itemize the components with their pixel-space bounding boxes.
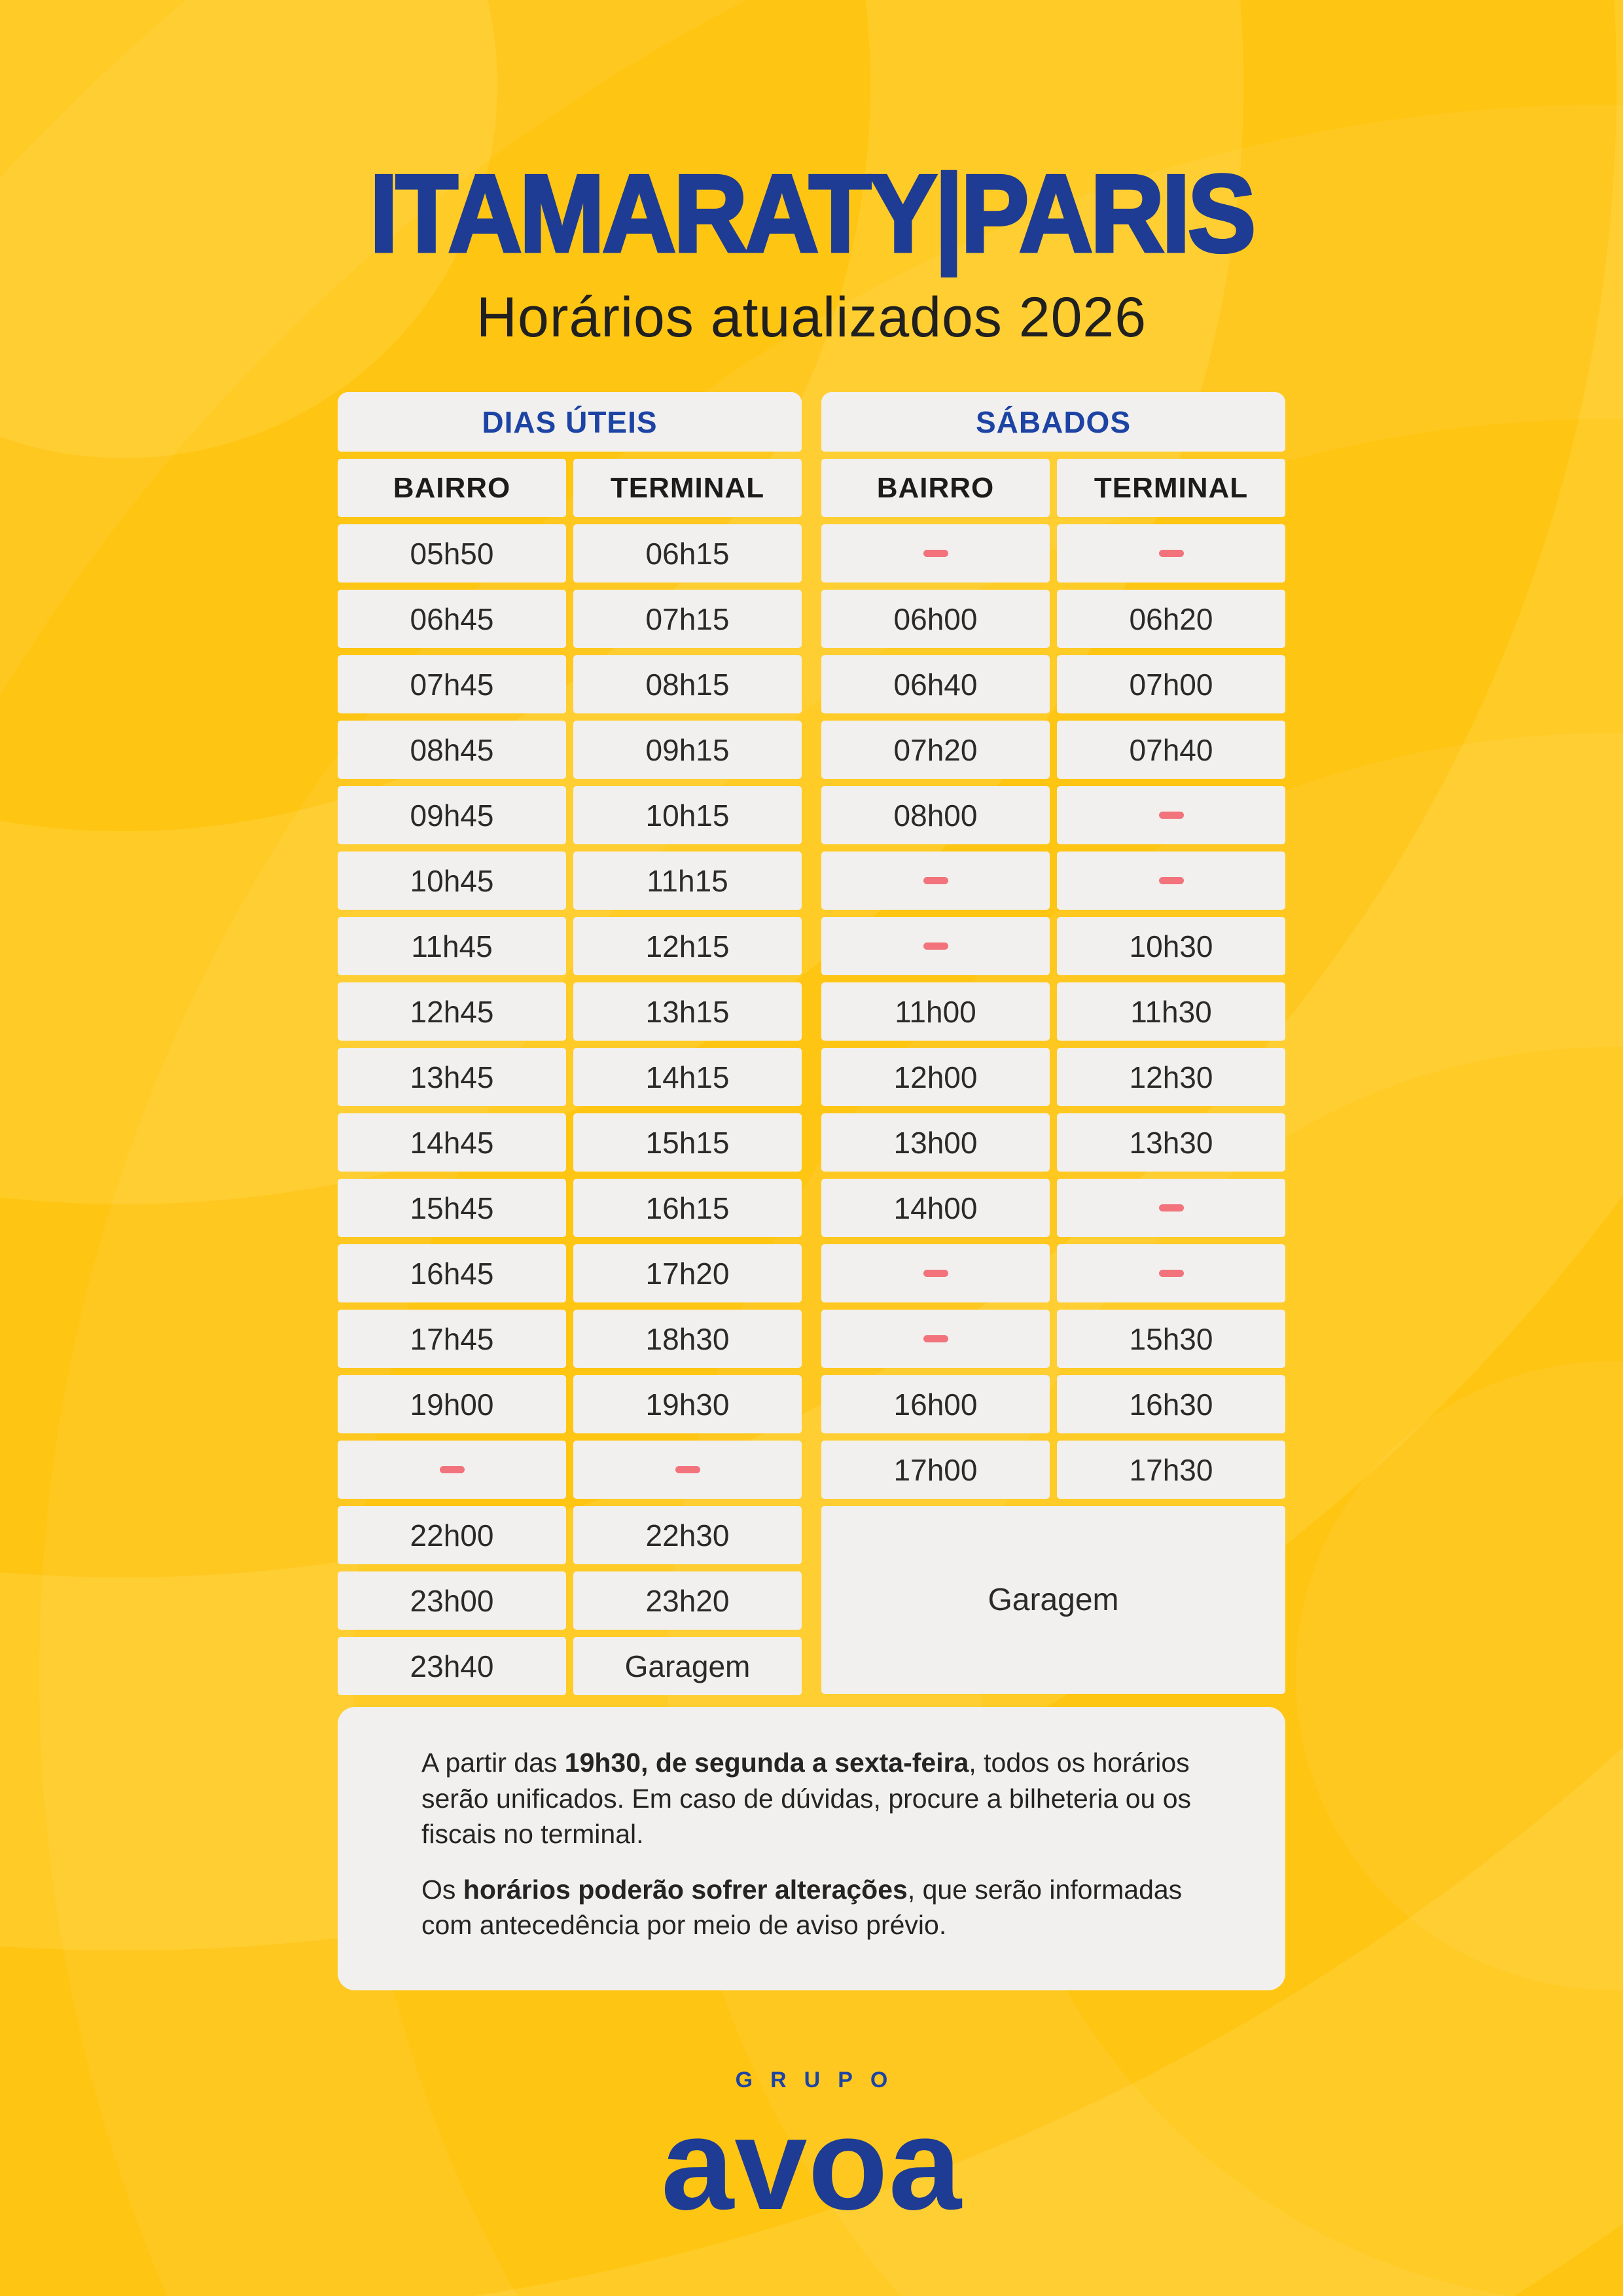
no-service-cell: [821, 524, 1050, 583]
weekdays-table-body: [338, 524, 802, 1695]
table-row: [821, 917, 1285, 975]
time-cell: 06h15: [573, 524, 802, 583]
time-cell: 08h00: [821, 786, 1050, 844]
time-cell: 07h20: [821, 721, 1050, 779]
time-cell: 13h00: [821, 1113, 1050, 1172]
time-cell: 08h45: [338, 721, 566, 779]
time-cell: 17h30: [1057, 1441, 1285, 1499]
table-row: [821, 721, 1285, 779]
footnote-text-segment: horários poderão sofrer alterações: [463, 1874, 908, 1905]
column-header-terminal: TERMINAL: [1057, 459, 1285, 517]
dash-icon: [675, 1466, 700, 1473]
table-row: [338, 786, 802, 844]
time-cell: 10h45: [338, 852, 566, 910]
footnote-text-segment: , todos os horários serão unificados. Em caso de dúvidas, procure a bilheteria ou os fiscais no terminal.: [421, 1748, 1192, 1850]
time-cell: 15h15: [573, 1113, 802, 1172]
dash-icon: [923, 550, 948, 557]
column-header-row: [821, 459, 1285, 517]
footnote-paragraph-2: [421, 1872, 1202, 1943]
time-cell: 11h30: [1057, 982, 1285, 1041]
table-row: [821, 524, 1285, 583]
dash-icon: [1159, 1204, 1184, 1211]
table-row: [821, 590, 1285, 648]
time-cell: 16h15: [573, 1179, 802, 1237]
time-cell: 09h45: [338, 786, 566, 844]
time-cell: 06h00: [821, 590, 1050, 648]
footnote-panel: [338, 1707, 1285, 1990]
table-row: [338, 1244, 802, 1302]
table-row: [821, 1310, 1285, 1368]
no-service-cell: [573, 1441, 802, 1499]
time-cell: 14h00: [821, 1179, 1050, 1237]
dash-icon: [923, 877, 948, 884]
page-subtitle: Horários atualizados 2026: [476, 286, 1147, 349]
time-cell: 16h45: [338, 1244, 566, 1302]
table-row: [821, 1441, 1285, 1499]
table-row: [821, 1375, 1285, 1433]
table-row: [338, 1113, 802, 1172]
time-cell: 18h30: [573, 1310, 802, 1368]
table-row: [821, 786, 1285, 844]
time-cell: 16h30: [1057, 1375, 1285, 1433]
dash-icon: [1159, 812, 1184, 819]
column-header-bairro: BAIRRO: [821, 459, 1050, 517]
no-service-cell: [1057, 1244, 1285, 1302]
dash-icon: [1159, 550, 1184, 557]
time-cell: 17h00: [821, 1441, 1050, 1499]
no-service-cell: [1057, 1179, 1285, 1237]
weekdays-table-title-label: DIAS ÚTEIS: [482, 404, 658, 439]
column-header-bairro: BAIRRO: [338, 459, 566, 517]
time-cell: 22h30: [573, 1506, 802, 1564]
no-service-cell: [821, 917, 1050, 975]
time-cell: 14h45: [338, 1113, 566, 1172]
time-cell: 12h30: [1057, 1048, 1285, 1106]
time-cell: 19h30: [573, 1375, 802, 1433]
no-service-cell: [821, 1310, 1050, 1368]
table-row: [821, 1179, 1285, 1237]
time-cell: Garagem: [573, 1637, 802, 1695]
poster-header: [0, 0, 1623, 350]
garage-merged-cell: Garagem: [821, 1506, 1285, 1694]
time-cell: 08h15: [573, 655, 802, 713]
time-cell: 13h30: [1057, 1113, 1285, 1172]
time-cell: 16h00: [821, 1375, 1050, 1433]
footnote-text-segment: A partir das: [421, 1748, 565, 1778]
time-cell: 12h00: [821, 1048, 1050, 1106]
time-cell: 17h45: [338, 1310, 566, 1368]
time-cell: 06h20: [1057, 590, 1285, 648]
column-header-terminal: TERMINAL: [573, 459, 802, 517]
table-row: [338, 590, 802, 648]
no-service-cell: [1057, 852, 1285, 910]
time-cell: 23h40: [338, 1637, 566, 1695]
table-row: [338, 1048, 802, 1106]
time-cell: 10h30: [1057, 917, 1285, 975]
time-cell: 05h50: [338, 524, 566, 583]
time-cell: 07h15: [573, 590, 802, 648]
time-cell: 11h15: [573, 852, 802, 910]
time-cell: 23h00: [338, 1571, 566, 1630]
table-row: [821, 1244, 1285, 1302]
weekdays-table-title: [338, 392, 802, 452]
time-cell: 06h45: [338, 590, 566, 648]
table-row: [338, 1571, 802, 1630]
table-row: [338, 917, 802, 975]
table-row: [338, 1441, 802, 1499]
table-row: [338, 982, 802, 1041]
dash-icon: [440, 1466, 465, 1473]
table-row: [821, 1113, 1285, 1172]
time-cell: 09h15: [573, 721, 802, 779]
time-cell: 17h20: [573, 1244, 802, 1302]
time-cell: 07h40: [1057, 721, 1285, 779]
no-service-cell: [1057, 524, 1285, 583]
table-row: [821, 1506, 1285, 1694]
footnote-text-segment: 19h30, de segunda a sexta-feira: [564, 1748, 969, 1778]
no-service-cell: [821, 1244, 1050, 1302]
saturdays-table-title: [821, 392, 1285, 452]
time-cell: 15h30: [1057, 1310, 1285, 1368]
time-cell: 07h45: [338, 655, 566, 713]
time-cell: 19h00: [338, 1375, 566, 1433]
timetable-saturdays: [821, 392, 1285, 1695]
page-title: [0, 152, 1623, 275]
timetables: [338, 392, 1285, 1695]
dash-icon: [1159, 877, 1184, 884]
saturdays-table-title-label: SÁBADOS: [975, 404, 1132, 439]
table-row: [821, 1048, 1285, 1106]
time-cell: 13h15: [573, 982, 802, 1041]
time-cell: 22h00: [338, 1506, 566, 1564]
column-header-row: [338, 459, 802, 517]
time-cell: 14h15: [573, 1048, 802, 1106]
time-cell: 13h45: [338, 1048, 566, 1106]
no-service-cell: [338, 1441, 566, 1499]
no-service-cell: [1057, 786, 1285, 844]
time-cell: 12h15: [573, 917, 802, 975]
dash-icon: [923, 942, 948, 950]
table-row: [338, 1375, 802, 1433]
footnote-text-segment: Os: [421, 1874, 463, 1905]
no-service-cell: [821, 852, 1050, 910]
table-row: [338, 1310, 802, 1368]
table-row: [338, 852, 802, 910]
footnote-paragraph-1: [421, 1745, 1202, 1852]
table-row: [338, 1506, 802, 1564]
time-cell: 06h40: [821, 655, 1050, 713]
time-cell: 12h45: [338, 982, 566, 1041]
dash-icon: [923, 1335, 948, 1342]
footnote-text-segment: , que serão informadas com antecedência por meio de aviso prévio.: [421, 1874, 1183, 1941]
time-cell: 11h00: [821, 982, 1050, 1041]
table-row: [338, 524, 802, 583]
table-row: [338, 1637, 802, 1695]
table-row: [338, 721, 802, 779]
dash-icon: [1159, 1270, 1184, 1277]
table-row: [821, 982, 1285, 1041]
logo-group-text: GRUPO: [735, 2067, 906, 2092]
time-cell: 10h15: [573, 786, 802, 844]
time-cell: 07h00: [1057, 655, 1285, 713]
dash-icon: [923, 1270, 948, 1277]
brand-footer: [0, 2067, 1623, 2237]
timetable-weekdays: [338, 392, 802, 1695]
table-row: [338, 1179, 802, 1237]
table-row: [821, 655, 1285, 713]
time-cell: 15h45: [338, 1179, 566, 1237]
time-cell: 11h45: [338, 917, 566, 975]
avoa-logo: avoa: [661, 2090, 962, 2237]
time-cell: 23h20: [573, 1571, 802, 1630]
table-row: [338, 655, 802, 713]
saturdays-table-body: [821, 524, 1285, 1694]
page-title-text: ITAMARATY|PARIS: [369, 152, 1254, 275]
table-row: [821, 852, 1285, 910]
